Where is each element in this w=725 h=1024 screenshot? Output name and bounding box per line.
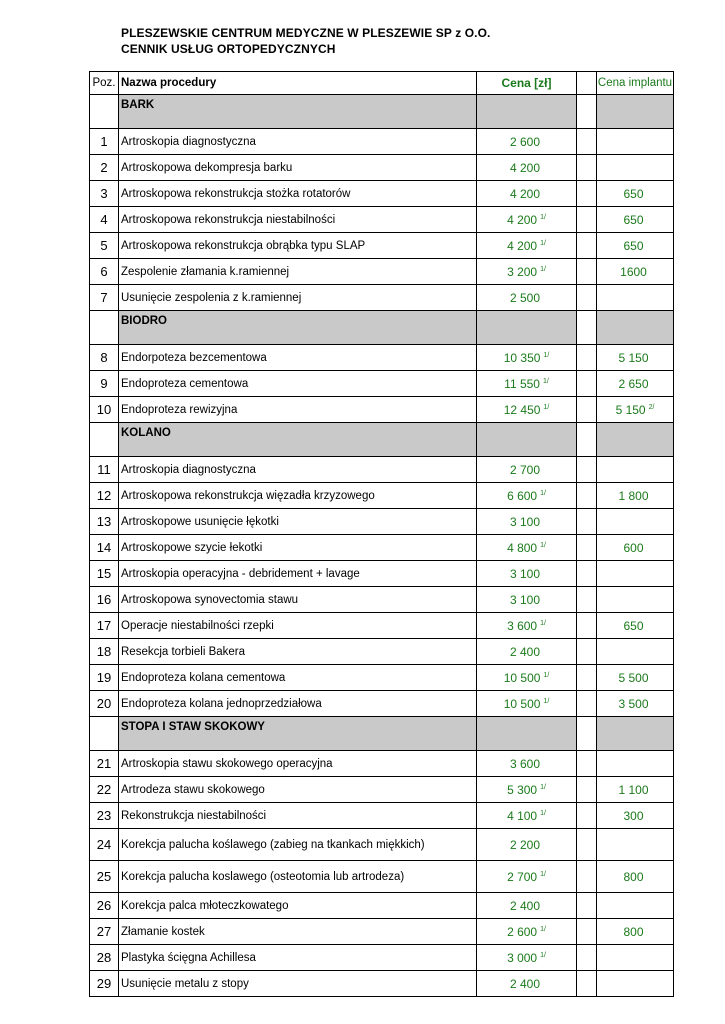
row-poz: 1 [90, 129, 119, 155]
price-footnote: 1/ [540, 809, 546, 817]
row-gap [577, 587, 597, 613]
row-gap [577, 181, 597, 207]
table-row [90, 129, 674, 155]
implant-value: 800 [623, 869, 644, 884]
price-footnote: 1/ [542, 377, 549, 385]
section-price [477, 717, 577, 751]
row-procedure-name: Endorpoteza bezcementowa [119, 345, 477, 371]
implant-value: 5 150 [618, 350, 649, 365]
price-value: 2 400 [509, 898, 541, 913]
price-footnote: 1/ [543, 671, 550, 679]
row-procedure-name: Artroskopowa rekonstrukcja stożka rotatorów [119, 181, 477, 207]
implant-value: 650 [623, 618, 644, 633]
price-value: 4 800 [507, 540, 538, 555]
row-gap [577, 509, 597, 535]
row-poz: 25 [90, 861, 119, 893]
price-value: 3 100 [509, 514, 541, 529]
table-row [90, 155, 674, 181]
price-value: 5 300 [507, 782, 538, 797]
row-price [477, 893, 577, 919]
row-procedure-name: Operacje niestabilności rzepki [119, 613, 477, 639]
section-title: BIODRO [119, 311, 477, 345]
row-poz: 2 [90, 155, 119, 181]
price-footnote: 1/ [540, 489, 546, 497]
row-procedure-name: Korekcja palca młoteczkowatego [119, 893, 477, 919]
row-poz: 27 [90, 919, 119, 945]
price-value: 11 550 [504, 376, 540, 391]
row-procedure-name: Usunięcie zespolenia z k.ramiennej [119, 285, 477, 311]
row-price [477, 207, 577, 233]
table-row [90, 861, 674, 893]
price-footnote: 1/ [543, 351, 550, 359]
row-poz: 16 [90, 587, 119, 613]
row-poz: 19 [90, 665, 119, 691]
document-subtitle: CENNIK USŁUG ORTOPEDYCZNYCH [121, 42, 336, 56]
row-gap [577, 483, 597, 509]
row-procedure-name: Endoproteza cementowa [119, 371, 477, 397]
row-implant-price [597, 919, 674, 945]
table-row [90, 613, 674, 639]
table-header-row [90, 72, 674, 95]
row-implant-price [597, 397, 674, 423]
section-gap [577, 311, 597, 345]
implant-value: 3 500 [618, 696, 649, 711]
row-poz: 26 [90, 893, 119, 919]
row-gap [577, 397, 597, 423]
row-price [477, 665, 577, 691]
section-gap [577, 423, 597, 457]
row-implant-price [597, 751, 674, 777]
table-row [90, 971, 674, 997]
row-implant-price [597, 371, 674, 397]
table-row [90, 945, 674, 971]
row-implant-price [597, 861, 674, 893]
price-value: 3 600 [507, 618, 538, 633]
row-price [477, 535, 577, 561]
price-value: 6 600 [507, 488, 538, 503]
row-implant-price [597, 233, 674, 259]
row-procedure-name: Rekonstrukcja niestabilności [119, 803, 477, 829]
price-value: 2 600 [507, 924, 538, 939]
implant-value: 650 [623, 238, 644, 253]
row-price [477, 751, 577, 777]
row-gap [577, 613, 597, 639]
price-value: 10 500 [503, 670, 541, 685]
section-row [90, 311, 674, 345]
row-procedure-name: Resekcja torbieli Bakera [119, 639, 477, 665]
price-value: 2 200 [509, 837, 541, 852]
row-gap [577, 919, 597, 945]
implant-value: 5 500 [618, 670, 649, 685]
table-row [90, 777, 674, 803]
row-procedure-name: Złamanie kostek [119, 919, 477, 945]
price-footnote: 1/ [540, 925, 546, 933]
table-row [90, 587, 674, 613]
row-poz: 11 [90, 457, 119, 483]
price-footnote: 1/ [540, 619, 546, 627]
row-procedure-name: Artrodeza stawu skokowego [119, 777, 477, 803]
section-poz [90, 95, 119, 129]
row-gap [577, 893, 597, 919]
row-poz: 12 [90, 483, 119, 509]
row-gap [577, 691, 597, 717]
price-value: 12 450 [503, 402, 541, 417]
section-gap [577, 717, 597, 751]
row-implant-price [597, 483, 674, 509]
row-gap [577, 233, 597, 259]
row-procedure-name: Endoproteza rewizyjna [119, 397, 477, 423]
row-implant-price [597, 155, 674, 181]
row-price [477, 233, 577, 259]
section-row [90, 423, 674, 457]
row-implant-price [597, 893, 674, 919]
section-price [477, 95, 577, 129]
row-gap [577, 535, 597, 561]
implant-value: 1 100 [618, 782, 649, 797]
header-gap [577, 72, 597, 95]
row-procedure-name: Zespolenie złamania k.ramiennej [119, 259, 477, 285]
row-price [477, 285, 577, 311]
row-gap [577, 259, 597, 285]
table-row [90, 829, 674, 861]
price-footnote: 1/ [540, 265, 546, 273]
implant-value: 650 [623, 212, 644, 227]
row-procedure-name: Artroskopowa dekompresja barku [119, 155, 477, 181]
row-gap [577, 803, 597, 829]
price-footnote: 1/ [540, 951, 546, 959]
row-price [477, 945, 577, 971]
row-implant-price [597, 181, 674, 207]
row-gap [577, 285, 597, 311]
table-row [90, 803, 674, 829]
row-implant-price [597, 691, 674, 717]
implant-value: 5 150 [615, 402, 646, 417]
price-value: 10 500 [503, 696, 541, 711]
row-implant-price [597, 285, 674, 311]
row-poz: 23 [90, 803, 119, 829]
row-price [477, 457, 577, 483]
table-row [90, 919, 674, 945]
row-poz: 6 [90, 259, 119, 285]
table-row [90, 345, 674, 371]
row-poz: 20 [90, 691, 119, 717]
table-row [90, 535, 674, 561]
row-price [477, 397, 577, 423]
row-gap [577, 371, 597, 397]
row-price [477, 829, 577, 861]
row-poz: 17 [90, 613, 119, 639]
row-procedure-name: Endoproteza kolana cementowa [119, 665, 477, 691]
price-value: 2 600 [509, 134, 541, 149]
section-implant [597, 423, 674, 457]
section-title: STOPA I STAW SKOKOWY [119, 717, 477, 751]
row-procedure-name: Artroskopia diagnostyczna [119, 129, 477, 155]
section-price [477, 311, 577, 345]
row-implant-price [597, 971, 674, 997]
row-implant-price [597, 777, 674, 803]
row-poz: 28 [90, 945, 119, 971]
row-gap [577, 345, 597, 371]
table-row [90, 893, 674, 919]
section-title: KOLANO [119, 423, 477, 457]
table-row [90, 665, 674, 691]
table-row [90, 751, 674, 777]
row-poz: 10 [90, 397, 119, 423]
price-footnote: 1/ [540, 213, 546, 221]
row-poz: 7 [90, 285, 119, 311]
price-value: 4 100 [507, 808, 538, 823]
row-price [477, 483, 577, 509]
row-poz: 9 [90, 371, 119, 397]
row-implant-price [597, 535, 674, 561]
row-price [477, 971, 577, 997]
row-procedure-name: Artroskopowe usunięcie łękotki [119, 509, 477, 535]
price-value: 4 200 [509, 186, 541, 201]
table-row [90, 397, 674, 423]
row-poz: 15 [90, 561, 119, 587]
row-price [477, 181, 577, 207]
row-implant-price [597, 259, 674, 285]
row-gap [577, 639, 597, 665]
price-value: 2 400 [509, 644, 541, 659]
implant-value: 2 650 [618, 376, 649, 391]
row-implant-price [597, 345, 674, 371]
price-value: 3 100 [509, 566, 541, 581]
table-row [90, 483, 674, 509]
price-footnote: 1/ [540, 541, 546, 549]
row-implant-price [597, 665, 674, 691]
row-implant-price [597, 561, 674, 587]
row-gap [577, 971, 597, 997]
implant-value: 600 [623, 540, 644, 555]
row-poz: 14 [90, 535, 119, 561]
row-gap [577, 561, 597, 587]
implant-footnote: 2/ [648, 403, 655, 411]
row-gap [577, 457, 597, 483]
table-row [90, 233, 674, 259]
row-procedure-name: Artroskopowa rekonstrukcja obrąbka typu SLAP [119, 233, 477, 259]
row-poz: 21 [90, 751, 119, 777]
row-implant-price [597, 509, 674, 535]
price-value: 4 200 [507, 238, 538, 253]
row-price [477, 371, 577, 397]
row-implant-price [597, 803, 674, 829]
header-poz: Poz. [90, 72, 119, 95]
row-implant-price [597, 129, 674, 155]
price-value: 10 350 [503, 350, 541, 365]
table-row [90, 639, 674, 665]
row-price [477, 509, 577, 535]
table-row [90, 509, 674, 535]
row-gap [577, 829, 597, 861]
price-value: 2 500 [509, 290, 541, 305]
section-poz [90, 717, 119, 751]
row-price [477, 919, 577, 945]
section-implant [597, 717, 674, 751]
price-value: 3 200 [507, 264, 538, 279]
row-poz: 3 [90, 181, 119, 207]
row-poz: 24 [90, 829, 119, 861]
price-footnote: 1/ [540, 870, 546, 878]
row-implant-price [597, 457, 674, 483]
row-procedure-name: Artroskopowa synovectomia stawu [119, 587, 477, 613]
price-footnote: 1/ [543, 403, 550, 411]
section-title: BARK [119, 95, 477, 129]
price-value: 3 000 [507, 950, 538, 965]
row-gap [577, 207, 597, 233]
row-price [477, 259, 577, 285]
row-price [477, 587, 577, 613]
row-price [477, 345, 577, 371]
row-price [477, 777, 577, 803]
header-price: Cena [zł] [477, 72, 577, 95]
row-price [477, 691, 577, 717]
row-gap [577, 751, 597, 777]
table-row [90, 285, 674, 311]
price-value: 2 700 [509, 462, 541, 477]
row-implant-price [597, 587, 674, 613]
price-footnote: 1/ [543, 697, 550, 705]
section-row [90, 717, 674, 751]
table-row [90, 691, 674, 717]
row-price [477, 613, 577, 639]
row-price [477, 861, 577, 893]
row-poz: 13 [90, 509, 119, 535]
implant-value: 300 [623, 808, 644, 823]
implant-value: 800 [623, 924, 644, 939]
row-gap [577, 777, 597, 803]
row-implant-price [597, 945, 674, 971]
row-poz: 29 [90, 971, 119, 997]
row-procedure-name: Artroskopia operacyjna - debridement + lavage [119, 561, 477, 587]
implant-value: 1600 [620, 264, 647, 279]
row-procedure-name: Usunięcie metalu z stopy [119, 971, 477, 997]
row-price [477, 639, 577, 665]
price-value: 3 100 [509, 592, 541, 607]
row-procedure-name: Korekcja palucha koslawego (osteotomia lub artrodeza) [119, 861, 477, 893]
row-poz: 4 [90, 207, 119, 233]
row-procedure-name: Artroskopowa rekonstrukcja niestabilności [119, 207, 477, 233]
row-procedure-name: Endoproteza kolana jednoprzedziałowa [119, 691, 477, 717]
section-row [90, 95, 674, 129]
row-gap [577, 861, 597, 893]
row-gap [577, 155, 597, 181]
row-procedure-name: Artroskopowa rekonstrukcja więzadła krzyzowego [119, 483, 477, 509]
row-procedure-name: Artroskopia stawu skokowego operacyjna [119, 751, 477, 777]
row-implant-price [597, 613, 674, 639]
section-poz [90, 423, 119, 457]
price-footnote: 1/ [540, 783, 546, 791]
row-implant-price [597, 829, 674, 861]
price-value: 4 200 [509, 160, 541, 175]
row-procedure-name: Plastyka ścięgna Achillesa [119, 945, 477, 971]
section-implant [597, 95, 674, 129]
section-gap [577, 95, 597, 129]
price-value: 2 700 [507, 869, 538, 884]
price-footnote: 1/ [540, 239, 546, 247]
row-procedure-name: Artroskopowe szycie łekotki [119, 535, 477, 561]
price-table [89, 71, 674, 997]
row-poz: 22 [90, 777, 119, 803]
price-value: 3 600 [509, 756, 541, 771]
price-value: 4 200 [507, 212, 538, 227]
implant-value: 650 [623, 186, 644, 201]
row-price [477, 155, 577, 181]
price-value: 2 400 [509, 976, 541, 991]
section-poz [90, 311, 119, 345]
row-price [477, 803, 577, 829]
row-implant-price [597, 639, 674, 665]
header-name: Nazwa procedury [119, 72, 477, 95]
row-gap [577, 665, 597, 691]
row-price [477, 561, 577, 587]
row-procedure-name: Korekcja palucha koślawego (zabieg na tkankach miękkich) [119, 829, 477, 861]
table-row [90, 457, 674, 483]
section-implant [597, 311, 674, 345]
table-row [90, 561, 674, 587]
table-row [90, 371, 674, 397]
row-poz: 18 [90, 639, 119, 665]
header-implant: Cena implantu [597, 72, 674, 95]
section-price [477, 423, 577, 457]
document-title: PLESZEWSKIE CENTRUM MEDYCZNE W PLESZEWIE SP z O.O. [121, 26, 491, 40]
row-procedure-name: Artroskopia diagnostyczna [119, 457, 477, 483]
row-price [477, 129, 577, 155]
implant-value: 1 800 [618, 488, 649, 503]
table-row [90, 207, 674, 233]
row-gap [577, 129, 597, 155]
row-poz: 5 [90, 233, 119, 259]
row-gap [577, 945, 597, 971]
table-row [90, 181, 674, 207]
row-poz: 8 [90, 345, 119, 371]
table-row [90, 259, 674, 285]
row-implant-price [597, 207, 674, 233]
